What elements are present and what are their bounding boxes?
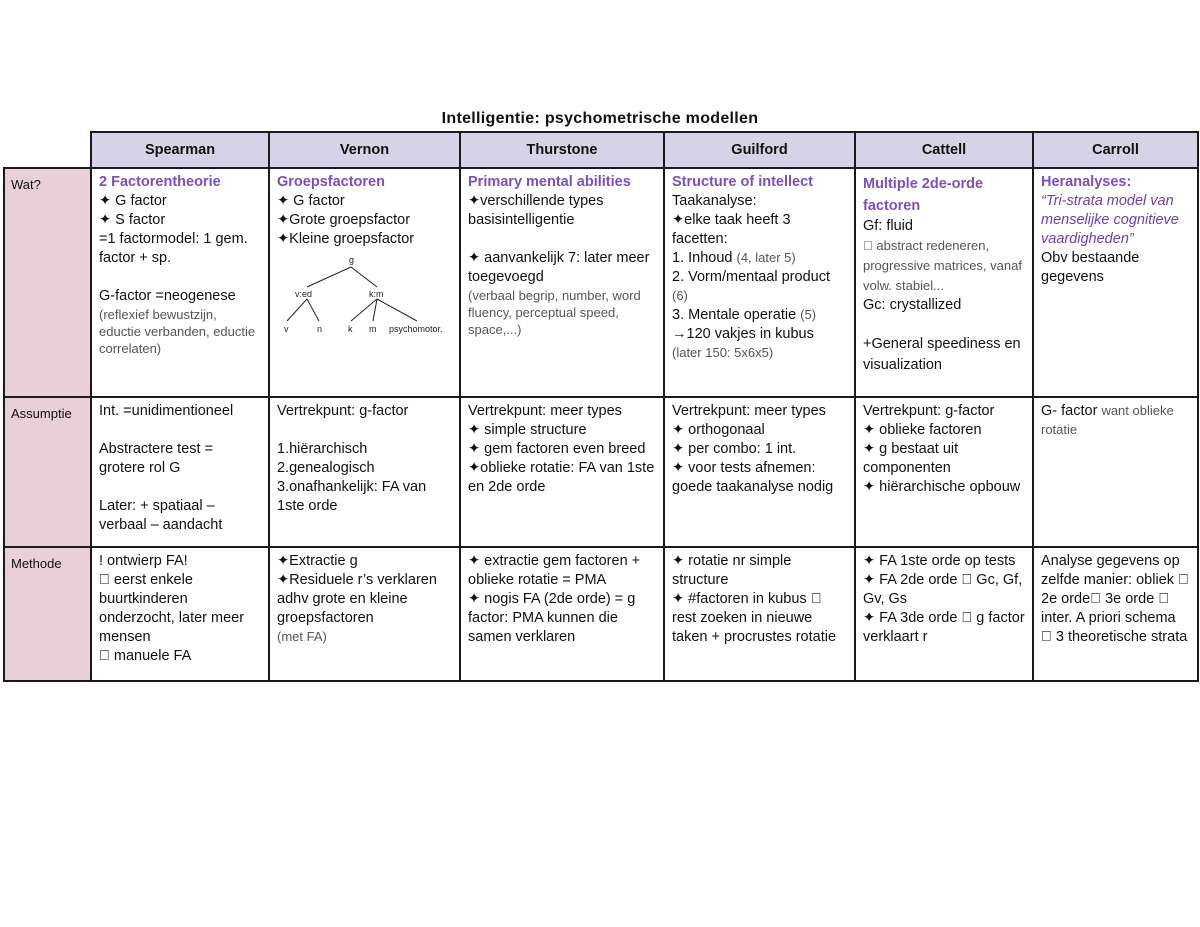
guilford-wat-line: ✦elke taak heeft 3 facetten: [672,212,791,247]
vernon-met-line: ✦Extractie g [277,553,358,569]
cattell-met-line: ✦ FA 2de orde Gc, Gf, Gv, Gs [863,572,1008,607]
vernon-ass-line: 1.hiërarchisch [277,441,368,457]
guilford-ass-line: ✦ orthogonaal [672,422,765,438]
tree-node: k:m [369,289,384,299]
thurstone-wat-note: (verbaal begrip, number, word fluency, perceptual speed, space,...) [468,288,641,337]
spearman-met-line: eerst enkele buurtkinderen onderzocht, later meer mensen [99,572,245,645]
spearman-wat-line: =1 factormodel: 1 gem. factor + sp. [99,231,248,266]
guilford-met-line: ✦ #factoren in kubus rest zoeken in nieuwe taken + procrustes rotatie [672,591,837,645]
cell-guilford-wat [664,168,855,397]
cattell-wat-line: Gf: fluid [863,218,913,234]
thurstone-wat-line: ✦verschillende types basisintelligentie [468,193,604,228]
row-label-assumptie: Assumptie [4,397,91,547]
comparison-table [3,131,1199,682]
carroll-met-line: Analyse gegevens op zelfde manier: obliek 2e orde 3e orde inter. A priori schema 3 theoretische strata [1041,553,1180,645]
vernon-ass-line: Vertrekpunt: g-factor [277,403,409,419]
cattell-wat-line: Gc: crystallized [863,297,962,313]
hierarchy-tree-diagram [277,253,457,353]
carroll-wat-heading: Heranalyses: [1041,174,1132,190]
cattell-met-line: ✦ FA 1ste orde op tests [863,553,1016,569]
guilford-ass-line: ✦ per combo: 1 int. [672,441,797,457]
row-wat [4,168,1198,397]
tree-leaf: m [369,324,377,334]
guilford-wat-note: (later 150: 5x6x5) [672,345,774,360]
thurstone-ass-line: ✦oblieke rotatie: FA van 1ste en 2de orde [468,460,655,495]
spearman-wat-line: G-factor =neogenese [99,288,236,304]
thurstone-ass-line: Vertrekpunt: meer types [468,403,622,419]
thurstone-wat-heading: Primary mental abilities [468,174,631,190]
guilford-ass-line: ✦ voor tests afnemen: goede taakanalyse nodig [672,460,834,495]
header-row [4,132,1198,168]
thurstone-met-line: ✦ extractie gem factoren + oblieke rotatie = PMA [468,553,641,588]
vernon-ass-line: 3.onafhankelijk: FA van 1ste orde [277,479,427,514]
guilford-wat-line: 2. Vorm/mentaal product (6) [672,269,830,303]
cell-guilford-assumptie [664,397,855,547]
carroll-wat-line: Obv bestaande gegevens [1041,250,1140,285]
cell-carroll-methode [1033,547,1198,681]
tree-leaf: v [284,324,289,334]
cell-spearman-assumptie [91,397,269,547]
cell-spearman-wat [91,168,269,397]
cell-thurstone-wat [460,168,664,397]
cell-thurstone-assumptie [460,397,664,547]
cell-carroll-assumptie [1033,397,1198,547]
cattell-ass-line: ✦ oblieke factoren [863,422,982,438]
guilford-ass-line: Vertrekpunt: meer types [672,403,826,419]
tree-leaf: k [348,324,353,334]
row-label-methode: Methode [4,547,91,681]
header-spearman: Spearman [91,132,269,168]
spearman-wat-line: ✦ G factor [99,193,167,209]
header-thurstone: Thurstone [460,132,664,168]
vernon-wat-line: ✦Kleine groepsfactor [277,231,415,247]
cell-vernon-assumptie [269,397,460,547]
thurstone-wat-line: ✦ aanvankelijk 7: later meer toegevoegd [468,250,650,285]
carroll-wat-quote: “Tri-strata model van menselijke cognitieve vaardigheden” [1041,193,1179,247]
cell-cattell-wat [855,168,1033,397]
cell-vernon-wat [269,168,460,397]
cell-guilford-methode [664,547,855,681]
thurstone-ass-line: ✦ gem factoren even breed [468,441,646,457]
spearman-wat-heading: 2 Factorentheorie [99,174,221,190]
cattell-wat-heading: Multiple 2de-orde factoren [863,176,984,214]
thurstone-ass-line: ✦ simple structure [468,422,587,438]
tree-node-root: g [349,255,355,265]
corner-cell [4,132,91,168]
row-assumptie [4,397,1198,547]
spearman-ass-line: Int. =unidimentioneel [99,403,234,419]
guilford-wat-heading: Structure of intellect [672,174,813,190]
tree-leaf: n [317,324,323,334]
cattell-ass-line: ✦ g bestaat uit componenten [863,441,959,476]
header-vernon: Vernon [269,132,460,168]
guilford-wat-line: 3. Mentale operatie (5) [672,307,817,323]
cell-vernon-methode [269,547,460,681]
cattell-met-line: ✦ FA 3de orde g factor verklaart r [863,610,1010,645]
carroll-ass-line: G- factor want oblieke rotatie [1041,403,1174,437]
tree-leaf: psychomotor. [389,324,443,334]
row-methode [4,547,1198,681]
cattell-ass-line: Vertrekpunt: g-factor [863,403,995,419]
tree-node: v:ed [295,289,313,299]
spearman-wat-note: (reflexief bewustzijn, eductie verbanden, eductie correlaten) [99,307,256,356]
vernon-wat-line: ✦ G factor [277,193,345,209]
guilford-met-line: ✦ rotatie nr simple structure [672,553,792,588]
vernon-wat-heading: Groepsfactoren [277,174,385,190]
cell-spearman-methode [91,547,269,681]
vernon-wat-line: ✦Grote groepsfactor [277,212,411,228]
guilford-wat-line: 1. Inhoud (4, later 5) [672,250,796,266]
cattell-wat-line: +General speediness en visualization [863,336,1021,373]
header-carroll: Carroll [1033,132,1198,168]
spearman-met-line: manuele FA [99,648,177,664]
header-cattell: Cattell [855,132,1033,168]
cattell-wat-note: abstract redeneren, progressive matrices, vanaf volw. stabiel... [863,238,1022,293]
vernon-ass-line: 2.genealogisch [277,460,375,476]
page-title: Intelligentie: psychometrische modellen [441,110,759,127]
thurstone-met-line: ✦ nogis FA (2de orde) = g factor: PMA kunnen die samen verklaren [468,591,636,645]
cell-cattell-assumptie [855,397,1033,547]
spearman-ass-line: Later: + spatiaal – verbaal – aandacht [99,498,223,533]
cell-carroll-wat [1033,168,1198,397]
guilford-wat-line: Taakanalyse: [672,193,757,209]
cell-cattell-methode [855,547,1033,681]
vernon-met-line: ✦Residuele r’s verklaren adhv grote en kleine groepsfactoren [277,572,437,626]
guilford-wat-line: →120 vakjes in kubus [672,326,814,342]
header-guilford: Guilford [664,132,855,168]
spearman-ass-line: Abstractere test = grotere rol G [99,441,214,476]
spearman-met-line: ! ontwierp FA! [99,553,188,569]
row-label-wat: Wat? [4,168,91,397]
cell-thurstone-methode [460,547,664,681]
cattell-ass-line: ✦ hiërarchische opbouw [863,479,1021,495]
vernon-met-note: (met FA) [277,629,327,644]
spearman-wat-line: ✦ S factor [99,212,166,228]
